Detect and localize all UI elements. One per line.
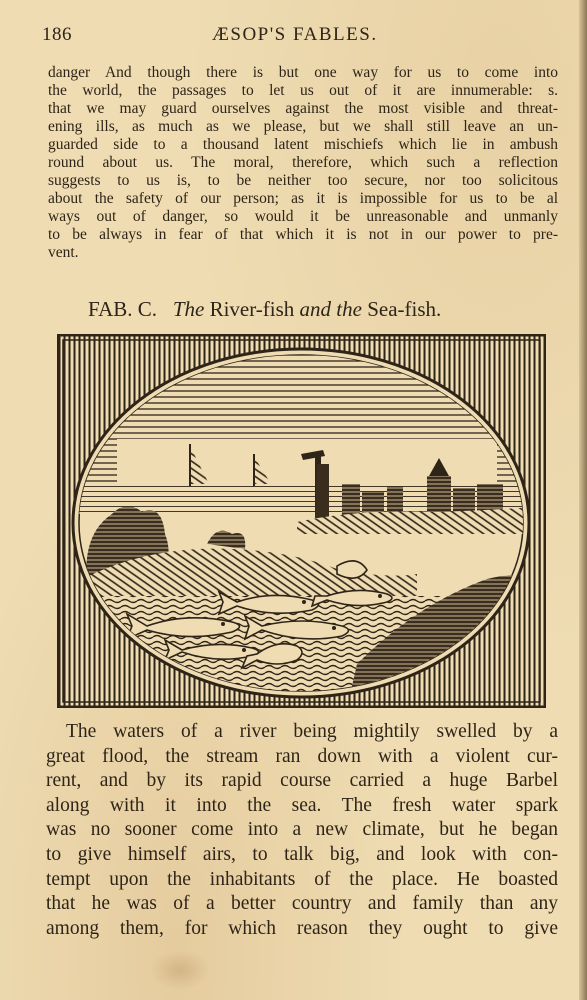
moral-line: guarded side to a thousand latent mischiefs which lie in ambush (48, 136, 558, 153)
moral-line: danger And though there is but one way for us to come into (48, 64, 558, 81)
moral-line: to be always in fear of that which it is not in our power to pre- (48, 226, 558, 243)
fable-title (88, 297, 538, 322)
paper-stain (150, 950, 210, 990)
fable-body (46, 720, 558, 941)
fable-number: FAB. C. (88, 297, 158, 321)
moral-line: vent. (48, 244, 79, 261)
moral-line: ways out of danger, so would it be unreasonable and unmanly (48, 208, 558, 225)
moral-line: ening ills, as much as we please, but we shall still leave an un- (48, 118, 558, 135)
fable-title-subject-1: River-fish (209, 297, 295, 321)
body-line: The waters of a river being mightily swelled by a (66, 721, 558, 742)
moral-line: suggests to us is, to be neither too secure, nor too solicitous (48, 172, 558, 189)
moral-line: about the safety of our person; as it is impossible for us to be al (48, 190, 558, 207)
fable-title-subject-2: Sea-fish. (367, 297, 442, 321)
running-head: ÆSOP'S FABLES. (212, 24, 378, 45)
body-line: rent, and by its rapid course carried a huge Barbel (46, 770, 558, 792)
moral-line: the world, the passages to let us out of it are innumerable: s. (48, 82, 558, 99)
body-line: great flood, the stream ran down with a violent cur- (46, 745, 558, 767)
body-line: among them, for which reason they ought to give (46, 917, 558, 939)
body-line: was no sooner come into a new climate, but he began (46, 819, 558, 841)
body-line: that he was of a better country and family than any (46, 893, 558, 915)
moral-paragraph (48, 64, 558, 262)
page-number: 186 (42, 24, 72, 45)
body-line: along with it into the sea. The fresh water spark (46, 794, 558, 816)
woodcut-illustration-icon (57, 334, 546, 708)
body-line: to give himself airs, to talk big, and look with con- (46, 843, 558, 865)
body-line: tempt upon the inhabitants of the place. He boasted (46, 868, 558, 890)
moral-line: round about us. The moral, therefore, which such a reflection (48, 154, 558, 171)
page-header (42, 24, 562, 50)
moral-line: that we may guard ourselves against the most visible and threat- (48, 100, 558, 117)
page-binding-edge (579, 0, 587, 1000)
fable-title-article: The (172, 297, 205, 321)
fable-title-conjunction: and the (299, 297, 362, 321)
